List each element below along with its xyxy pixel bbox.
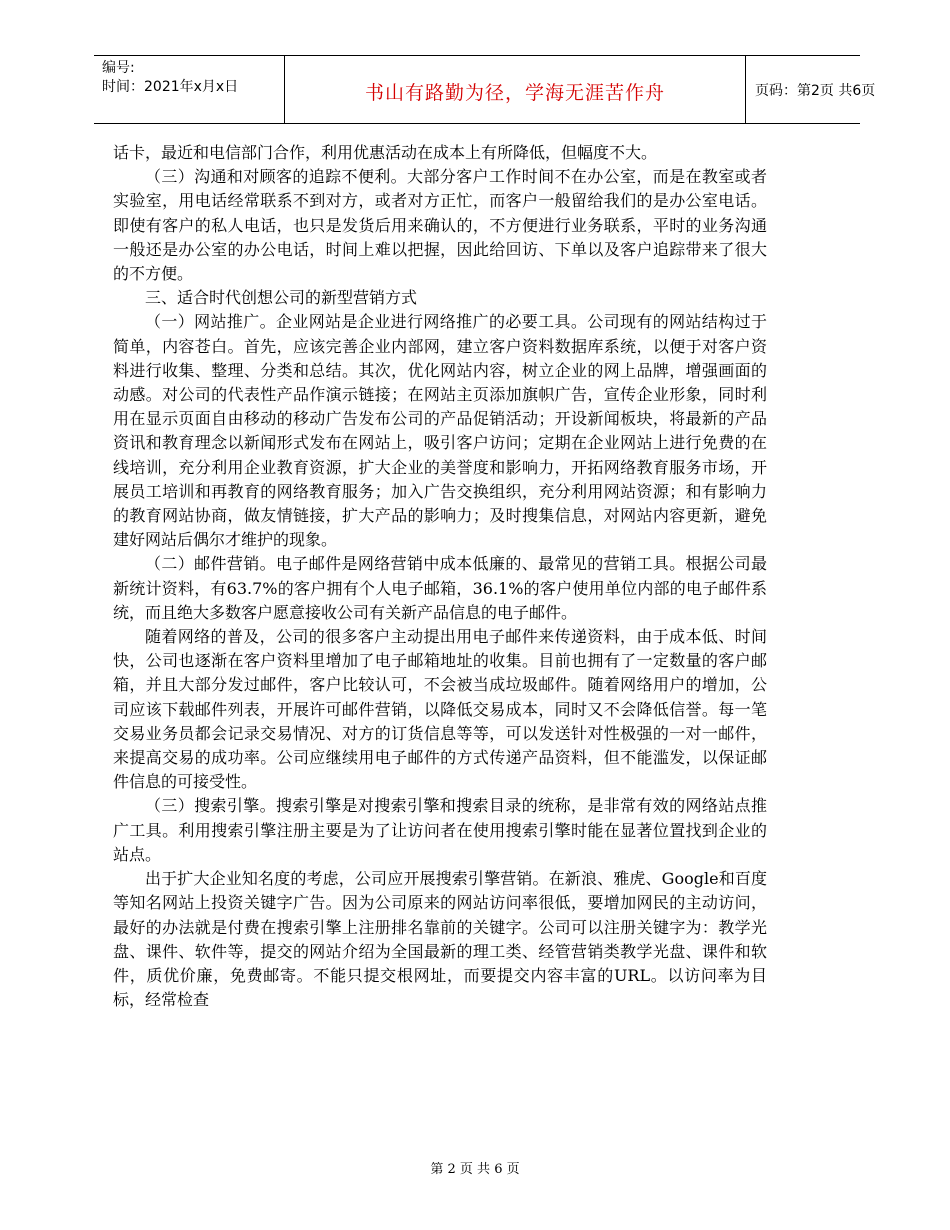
body-paragraph: 话卡，最近和电信部门合作，利用优惠活动在成本上有所降低，但幅度不大。 xyxy=(113,143,658,162)
header-page-info: 页码：第2页 共6页 xyxy=(755,83,876,99)
body-paragraph: 随着网络的普及，公司的很多客户主动提出用电子邮件来传递资料，由于成本低、时间快，公司也逐渐在客户资料里增加了电子邮箱地址的收集。目前也拥有了一定数量的客户邮箱，并且大部分发过邮件，客户比较认可，不会被当成垃圾邮件。随着网络用户的增加，公司应该下载邮件列表，开展许可邮件营销，以降低交易成本，同时又不会降低信誉。每一笔交易业务员都会记录交易情况、对方的订货信息等等，可以发送针对性极强的一对一邮件，来提高交易的成功率。公司应继续用电子邮件的方式传递产品资料，但不能滥发，以保证邮件信息的可接受性。 xyxy=(113,627,767,792)
page-header xyxy=(94,55,876,124)
header-page-cell xyxy=(745,56,876,123)
page-footer: 第 2 页 共 6 页 xyxy=(430,1162,520,1177)
document-time-label: 时间：2021年x月x日 xyxy=(102,79,239,95)
section-heading: 三、适合时代创想公司的新型营销方式 xyxy=(145,288,418,308)
body-paragraph: 出于扩大企业知名度的考虑，公司应开展搜索引擎营销。在新浪、雅虎、Google和百度等知名网站上投资关键字广告。因为公司原来的网站访问率很低，要增加网民的主动访问，最好的办法就是付费在搜索引擎上注册排名靠前的关键字。公司可以注册关键字为：教学光盘、课件、软件等，提交的网站介绍为全国最新的理工类、经管营销类教学光盘、课件和软件，质优价廉，免费邮寄。不能只提交根网址，而要提交内容丰富的URL。以访问率为目标，经常检查 xyxy=(113,869,767,1010)
document-body xyxy=(113,141,767,1012)
header-motto-cell xyxy=(284,56,746,123)
body-paragraph: （三）沟通和对顾客的追踪不便利。大部分客户工作时间不在办公室，而是在教室或者实验室，用电话经常联系不到对方，或者对方正忙，而客户一般留给我们的是办公室电话。即使有客户的私人电话，也只是发货后用来确认的，不方便进行业务联系，平时的业务沟通一般还是办公室的办公电话，时间上难以把握，因此给回访、下单以及客户追踪带来了很大的不方便。 xyxy=(113,167,767,284)
header-motto: 书山有路勤为径，学海无涯苦作舟 xyxy=(364,82,665,104)
body-paragraph: （三）搜索引擎。搜索引擎是对搜索引擎和搜索目录的统称，是非常有效的网络站点推广工具。利用搜索引擎注册主要是为了让访问者在使用搜索引擎时能在显著位置找到企业的站点。 xyxy=(113,796,767,864)
body-paragraph: （二）邮件营销。电子邮件是网络营销中成本低廉的、最常见的营销工具。根据公司最新统计资料，有63.7%的客户拥有个人电子邮箱，36.1%的客户使用单位内部的电子邮件系统，而且绝大多数客户愿意接收公司有关新产品信息的电子邮件。 xyxy=(113,554,767,622)
header-meta xyxy=(94,56,284,123)
document-number-label: 编号: xyxy=(102,60,135,76)
body-paragraph: （一）网站推广。企业网站是企业进行网络推广的必要工具。公司现有的网站结构过于简单，内容苍白。首先，应该完善企业内部网，建立客户资料数据库系统，以便于对客户资料进行收集、整理、分类和总结。其次，优化网站内容，树立企业的网上品牌，增强画面的动感。对公司的代表性产品作演示链接；在网站主页添加旗帜广告，宣传企业形象，同时利用在显示页面自由移动的移动广告发布公司的产品促销活动；开设新闻板块，将最新的产品资讯和教育理念以新闻形式发布在网站上，吸引客户访问；定期在企业网站上进行免费的在线培训，充分利用企业教育资源，扩大企业的美誉度和影响力，开拓网络教育服务市场，开展员工培训和再教育的网络教育服务；加入广告交换组织，充分利用网站资源；和有影响力的教育网站协商，做友情链接，扩大产品的影响力；及时搜集信息，对网站内容更新，避免建好网站后偶尔才维护的现象。 xyxy=(113,312,767,550)
